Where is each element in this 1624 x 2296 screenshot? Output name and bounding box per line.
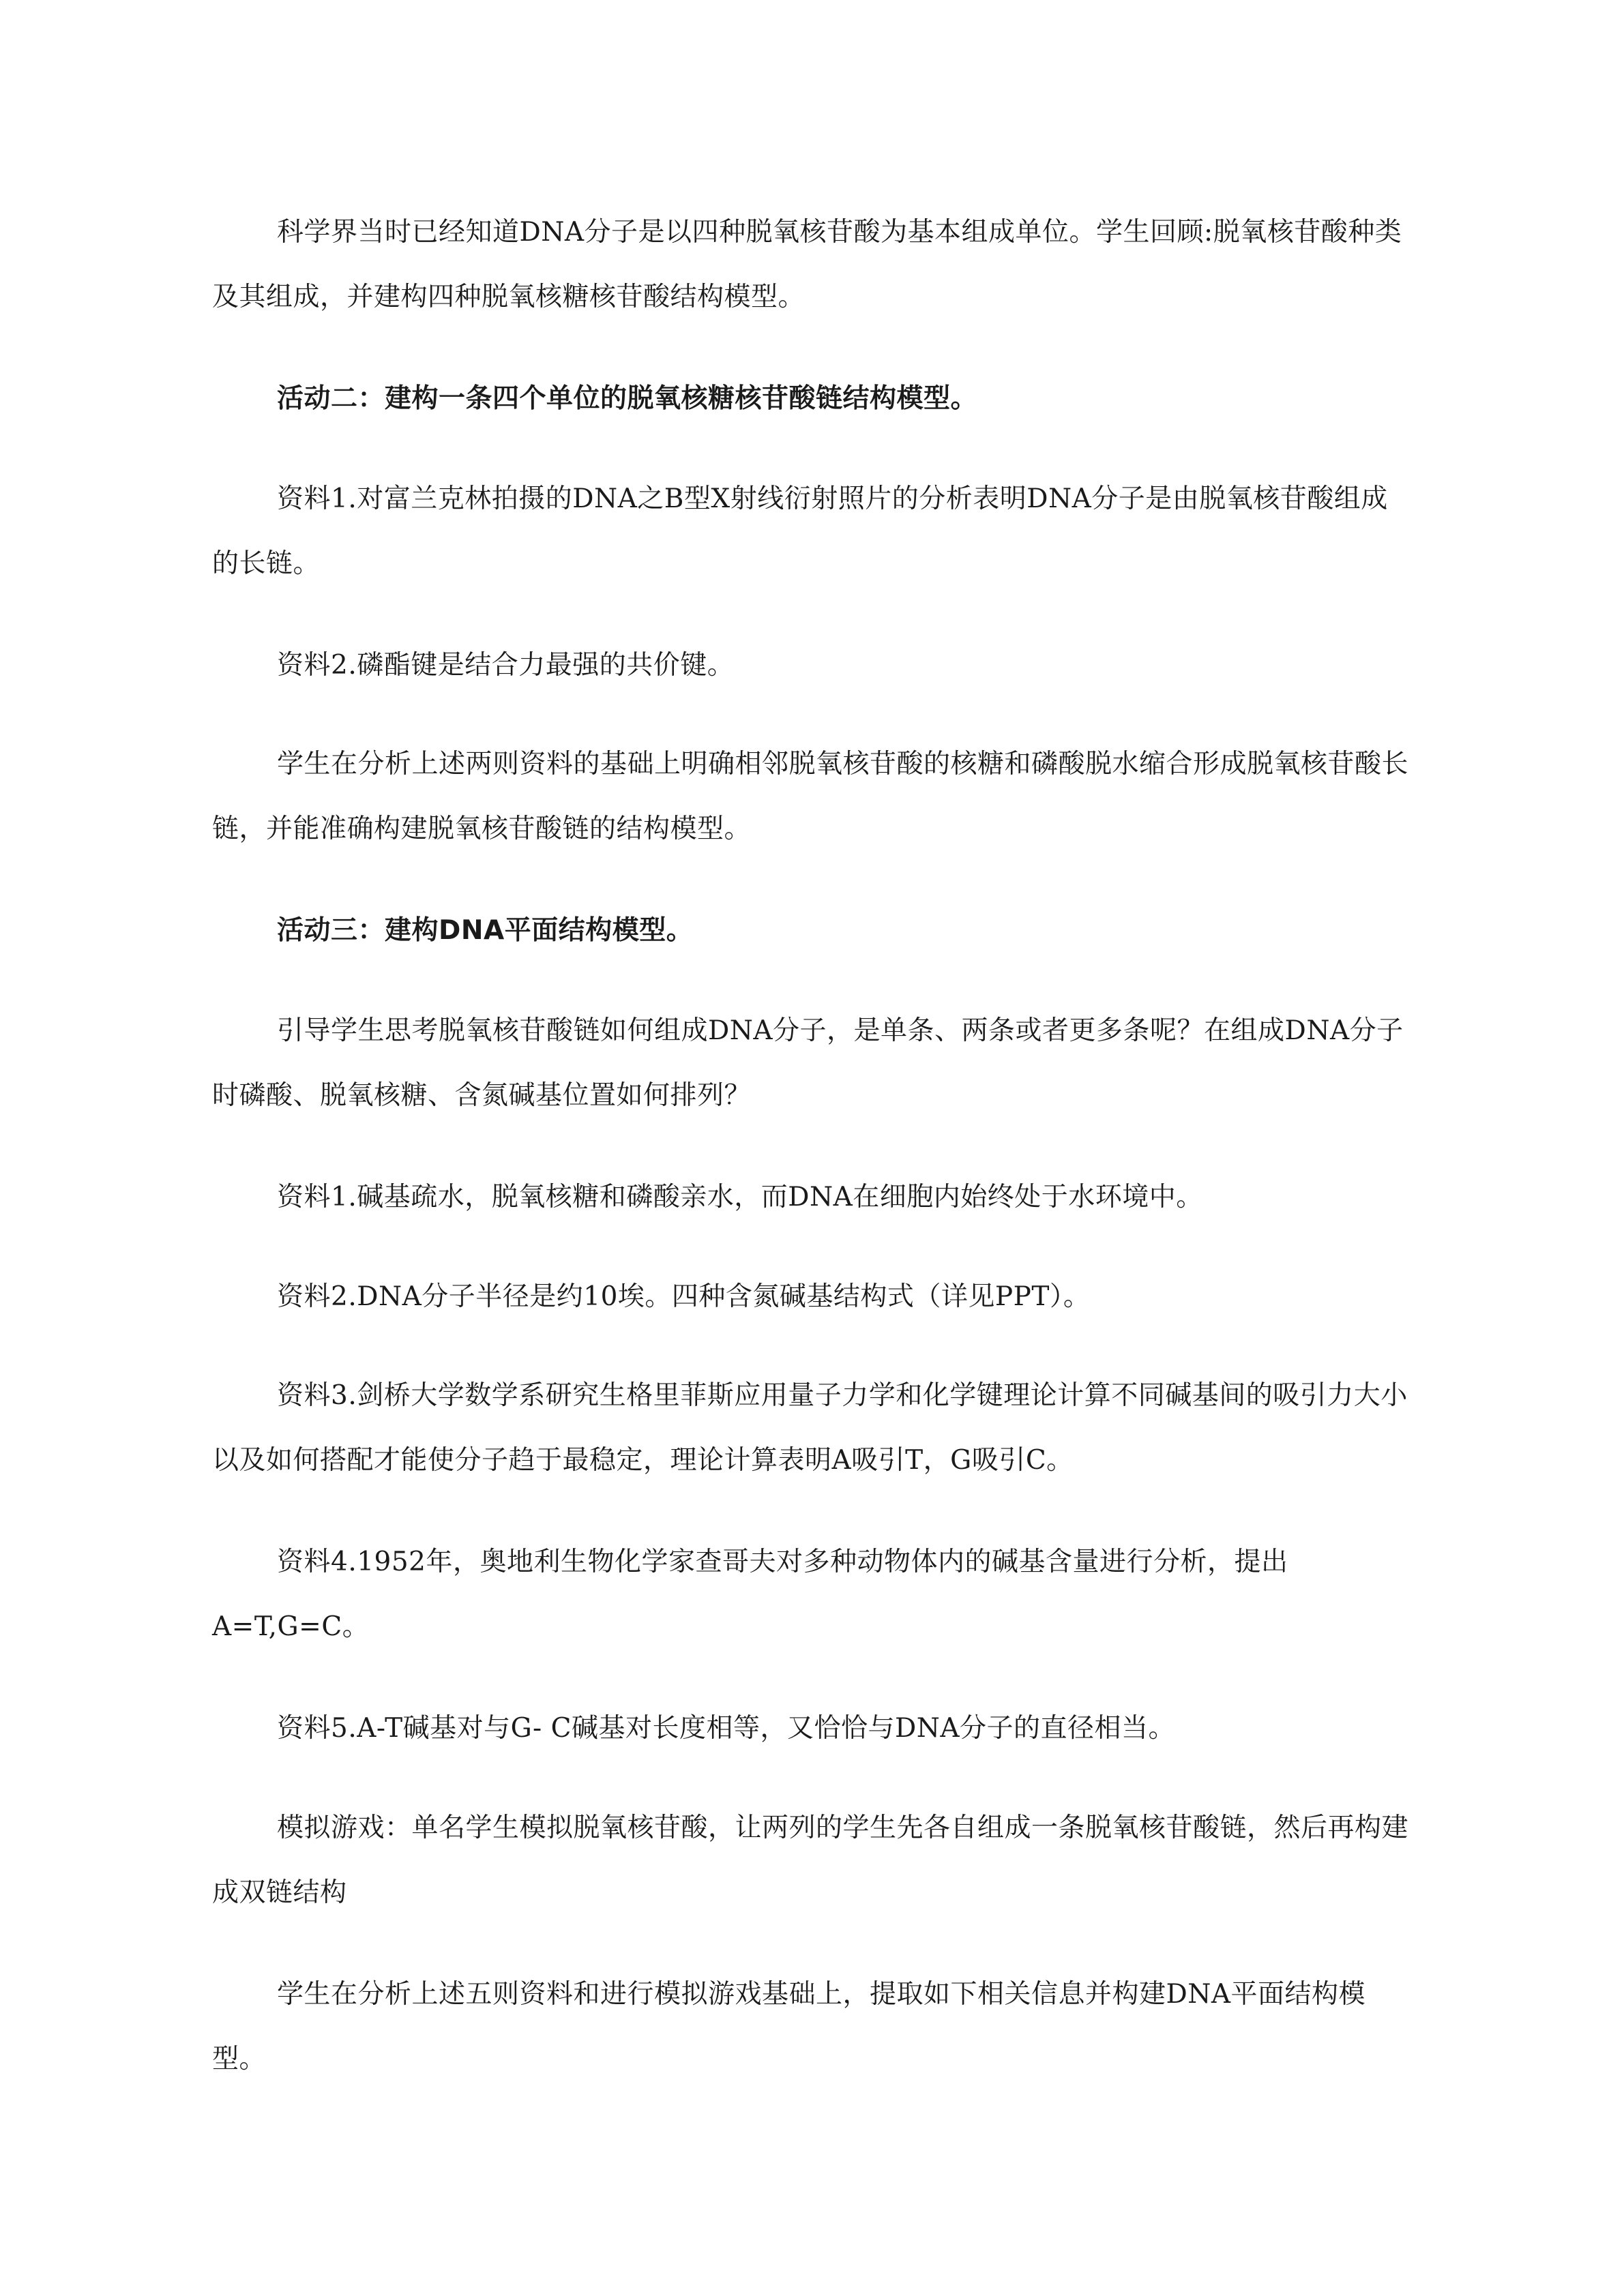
paragraph-material-2: 资料2.磷酯键是结合力最强的共价键。: [277, 650, 735, 681]
paragraph-intro: 科学界当时已经知道DNA分子是以四种脱氧核苷酸为基本组成单位。学生回顾:脱氧核苷酸种类及其组成，并建构四种脱氧核糖核苷酸结构模型。: [212, 217, 1402, 312]
paragraph-student-analysis-2: 学生在分析上述五则资料和进行模拟游戏基础上，提取如下相关信息并构建DNA平面结构模型。: [212, 1979, 1366, 2074]
paragraph-material-3-5: 资料5.A-T碱基对与G- C碱基对长度相等，又恰恰与DNA分子的直径相当。: [277, 1713, 1176, 1744]
heading-activity-two: 活动二：建构一条四个单位的脱氧核糖核苷酸链结构模型。: [277, 383, 978, 414]
paragraph-guide-question: 引导学生思考脱氧核苷酸链如何组成DNA分子，是单条、两条或者更多条呢？在组成DNA分子时磷酸、脱氧核糖、含氮碱基位置如何排列？: [212, 1015, 1404, 1111]
paragraph-material-3-4: 资料4.1952年，奥地利生物化学家查哥夫对多种动物体内的碱基含量进行分析，提出A=T,G=C。: [212, 1547, 1288, 1642]
heading-activity-three: 活动三：建构DNA平面结构模型。: [277, 915, 694, 946]
paragraph-material-1: 资料1.对富兰克林拍摄的DNA之B型X射线衍射照片的分析表明DNA分子是由脱氧核苷酸组成的长链。: [212, 483, 1388, 579]
paragraph-student-analysis-1: 学生在分析上述两则资料的基础上明确相邻脱氧核苷酸的核糖和磷酸脱水缩合形成脱氧核苷酸长链，并能准确构建脱氧核苷酸链的结构模型。: [212, 749, 1409, 844]
paragraph-material-3-1: 资料1.碱基疏水，脱氧核糖和磷酸亲水，而DNA在细胞内始终处于水环境中。: [277, 1182, 1203, 1212]
paragraph-simulation-game: 模拟游戏：单名学生模拟脱氧核苷酸，让两列的学生先各自组成一条脱氧核苷酸链，然后再构建成双链结构: [212, 1813, 1409, 1908]
paragraph-material-3-2: 资料2.DNA分子半径是约10埃。四种含氮碱基结构式（详见PPT）。: [277, 1281, 1091, 1312]
paragraph-material-3-3: 资料3.剑桥大学数学系研究生格里菲斯应用量子力学和化学键理论计算不同碱基间的吸引力大小以及如何搭配才能使分子趋于最稳定，理论计算表明A吸引T，G吸引C。: [212, 1380, 1408, 1476]
